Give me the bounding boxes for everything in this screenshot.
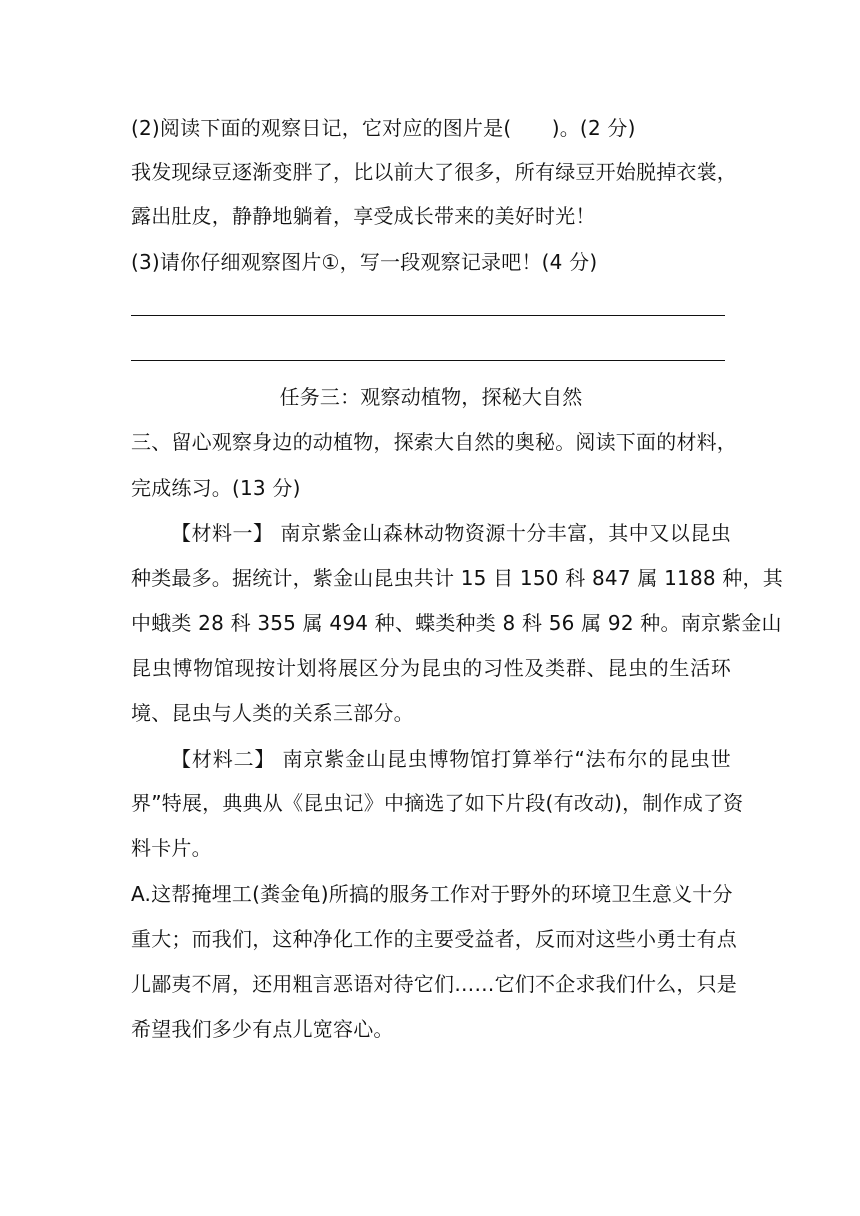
material-1-line-1: 【材料一】 南京紫金山森林动物资源十分丰富，其中又以昆虫	[171, 521, 731, 545]
material-2-line-1: 【材料二】 南京紫金山昆虫博物馆打算举行“法布尔的昆虫世	[171, 747, 731, 771]
material-2-line-3: 料卡片。	[131, 836, 212, 860]
material-1-line-3: 中蛾类 28 科 355 属 494 种、蝶类种类 8 科 56 属 92 种。南京紫金山	[131, 611, 782, 635]
section-3-line-1: 三、留心观察身边的动植物，探索大自然的奥秘。阅读下面的材料，	[131, 430, 737, 454]
answer-line-1[interactable]	[131, 315, 725, 316]
diary-text-line-1: 我发现绿豆逐渐变胖了，比以前大了很多，所有绿豆开始脱掉衣裳，	[131, 160, 737, 184]
task-3-title: 任务三：观察动植物，探秘大自然	[279, 385, 583, 409]
excerpt-a-line-3: 儿鄙夷不屑，还用粗言恶语对待它们……它们不企求我们什么，只是	[131, 972, 737, 996]
excerpt-a-line-2: 重大；而我们，这种净化工作的主要受益者，反而对这些小勇士有点	[131, 927, 737, 951]
material-1-line-5: 境、昆虫与人类的关系三部分。	[131, 701, 414, 725]
question-3-prompt: (3)请你仔细观察图片①，写一段观察记录吧！(4 分)	[131, 250, 598, 274]
material-1-line-2: 种类最多。据统计，紫金山昆虫共计 15 目 150 科 847 属 1188 种，其	[131, 566, 783, 590]
section-3-line-2: 完成练习。(13 分)	[131, 476, 301, 500]
answer-line-2[interactable]	[131, 360, 725, 361]
material-1-line-4: 昆虫博物馆现按计划将展区分为昆虫的习性及类群、昆虫的生活环	[131, 656, 731, 680]
question-2-prompt: (2)阅读下面的观察日记，它对应的图片是( )。(2 分)	[131, 116, 636, 140]
material-2-line-2: 界”特展，典典从《昆虫记》中摘选了如下片段(有改动)，制作成了资	[131, 791, 744, 815]
diary-text-line-2: 露出肚皮，静静地躺着，享受成长带来的美好时光！	[131, 204, 596, 228]
excerpt-a-line-4: 希望我们多少有点儿宽容心。	[131, 1017, 394, 1041]
excerpt-a-line-1: A.这帮掩埋工(粪金龟)所搞的服务工作对于野外的环境卫生意义十分	[131, 882, 733, 906]
